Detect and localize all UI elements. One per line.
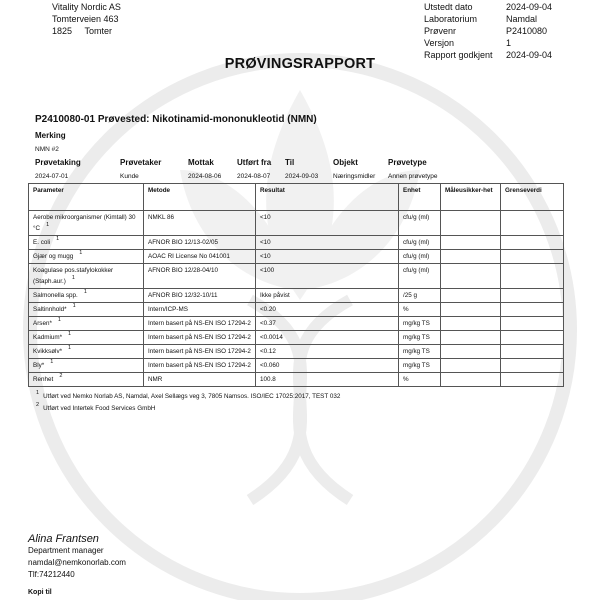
uncertainty-cell xyxy=(441,289,501,303)
meta-label: Versjon xyxy=(424,38,455,48)
unit-cell: mg/kg TS xyxy=(399,345,441,359)
uncertainty-cell xyxy=(441,345,501,359)
info-label: Utført fra xyxy=(237,158,272,167)
info-label: Mottak xyxy=(188,158,214,167)
column-header: Enhet xyxy=(399,184,441,211)
uncertainty-cell xyxy=(441,236,501,250)
uncertainty-cell xyxy=(441,373,501,387)
footnote-ref: 1 xyxy=(46,222,50,228)
unit-cell: /25 g xyxy=(399,289,441,303)
parameter-name: Gjær og mugg xyxy=(33,253,74,260)
parameter-name: Kvikksølv* xyxy=(33,348,63,355)
info-value: 2024-08-07 xyxy=(237,173,271,180)
limit-cell xyxy=(501,211,564,236)
footnote-ref: 2 xyxy=(59,373,63,379)
result-cell: <0.12 xyxy=(256,345,399,359)
footnote-mark: 1 xyxy=(36,390,40,396)
info-label: Objekt xyxy=(333,158,358,167)
footnote xyxy=(36,392,340,402)
table-row xyxy=(29,211,564,236)
column-header: Grenseverdi xyxy=(501,184,564,211)
page-title: PRØVINGSRAPPORT xyxy=(224,56,376,72)
table-row xyxy=(29,303,564,317)
meta-label: Rapport godkjent xyxy=(424,50,493,60)
footnote-ref: 1 xyxy=(57,317,61,323)
method-cell: AFNOR BIO 12/28-04/10 xyxy=(144,264,256,289)
footnote-ref: 1 xyxy=(56,236,60,242)
parameter-cell xyxy=(29,317,144,331)
signer-name: Alina Frantsen xyxy=(28,533,99,545)
results-table xyxy=(28,183,564,387)
unit-cell: % xyxy=(399,303,441,317)
table-row xyxy=(29,236,564,250)
limit-cell xyxy=(501,236,564,250)
method-cell: Intern basert på NS-EN ISO 17294-2 xyxy=(144,359,256,373)
table-row xyxy=(29,289,564,303)
footnote-text: Utført ved Intertek Food Services GmbH xyxy=(43,405,156,412)
unit-cell: cfu/g (ml) xyxy=(399,264,441,289)
customer-city-line xyxy=(52,25,121,37)
meta-row xyxy=(424,49,552,61)
parameter-cell xyxy=(29,250,144,264)
parameter-name: Koagulase pos.stafylokokker (Staph.aur.) xyxy=(33,267,114,285)
meta-value: 2024-09-04 xyxy=(506,2,553,12)
method-cell: AOAC RI License No 041001 xyxy=(144,250,256,264)
customer-name: Vitality Nordic AS xyxy=(52,2,121,12)
uncertainty-cell xyxy=(441,250,501,264)
meta-row xyxy=(424,25,552,37)
unit-cell: mg/kg TS xyxy=(399,317,441,331)
info-label: Prøvetaker xyxy=(120,158,162,167)
column-header: Måleusikker-het xyxy=(441,184,501,211)
customer-street: Tomterveien 463 xyxy=(52,14,119,24)
parameter-cell xyxy=(29,345,144,359)
result-cell: <10 xyxy=(256,211,399,236)
meta-value: Namdal xyxy=(506,14,538,24)
result-cell: <0.37 xyxy=(256,317,399,331)
method-cell: NMKL 86 xyxy=(144,211,256,236)
info-value: 2024-08-06 xyxy=(188,173,222,180)
table-row xyxy=(29,345,564,359)
meta-value: 2024-09-04 xyxy=(506,50,553,60)
limit-cell xyxy=(501,359,564,373)
result-cell: <100 xyxy=(256,264,399,289)
column-header: Parameter xyxy=(29,184,144,211)
info-value: 2024-07-01 xyxy=(35,173,69,180)
parameter-cell xyxy=(29,331,144,345)
parameter-name: Saltinnhold* xyxy=(33,306,67,313)
uncertainty-cell xyxy=(441,317,501,331)
info-label: Til xyxy=(285,158,295,167)
parameter-cell xyxy=(29,373,144,387)
table-row xyxy=(29,250,564,264)
sample-heading: P2410080-01 Prøvested: Nikotinamid-mononukleotid (NMN) xyxy=(35,114,317,125)
marking-label: Merking xyxy=(35,131,66,140)
info-label: Prøvetype xyxy=(388,158,427,167)
footnote-ref: 1 xyxy=(79,250,83,256)
limit-cell xyxy=(501,250,564,264)
parameter-cell xyxy=(29,211,144,236)
parameter-cell xyxy=(29,303,144,317)
parameter-name: Renhet xyxy=(33,376,54,383)
parameter-cell xyxy=(29,359,144,373)
limit-cell xyxy=(501,331,564,345)
table-row xyxy=(29,373,564,387)
unit-cell: cfu/g (ml) xyxy=(399,211,441,236)
parameter-cell xyxy=(29,236,144,250)
limit-cell xyxy=(501,345,564,359)
unit-cell: cfu/g (ml) xyxy=(399,250,441,264)
marking-value: NMN #2 xyxy=(35,146,59,153)
parameter-name: Arsen* xyxy=(33,320,52,327)
signer-role: Department manager xyxy=(28,546,104,555)
postcode: 1825 xyxy=(52,26,73,36)
result-cell: <0.20 xyxy=(256,303,399,317)
meta-label: Laboratorium xyxy=(424,14,478,24)
table-row xyxy=(29,264,564,289)
unit-cell: cfu/g (ml) xyxy=(399,236,441,250)
footnote-mark: 2 xyxy=(36,402,40,408)
signer-email[interactable]: namdal@nemkonorlab.com xyxy=(28,558,126,567)
parameter-name: E. coli xyxy=(33,239,51,246)
footnote-ref: 1 xyxy=(83,289,87,295)
report-meta xyxy=(424,1,552,61)
limit-cell xyxy=(501,303,564,317)
footnote xyxy=(36,404,155,414)
table-row xyxy=(29,359,564,373)
limit-cell xyxy=(501,373,564,387)
method-cell: Intern/ICP-MS xyxy=(144,303,256,317)
meta-label: Utstedt dato xyxy=(424,2,473,12)
footnote-ref: 1 xyxy=(71,275,75,281)
info-value: Næringsmidler xyxy=(333,173,376,180)
signer-phone: Tlf:74212440 xyxy=(28,570,75,579)
column-header: Metode xyxy=(144,184,256,211)
meta-label: Prøvenr xyxy=(424,26,457,36)
city: Tomter xyxy=(84,26,113,36)
limit-cell xyxy=(501,289,564,303)
footnote-ref: 1 xyxy=(68,345,72,351)
uncertainty-cell xyxy=(441,331,501,345)
limit-cell xyxy=(501,264,564,289)
customer-address xyxy=(52,1,121,37)
method-cell: AFNOR BIO 12/32-10/11 xyxy=(144,289,256,303)
footnote-text: Utført ved Nemko Norlab AS, Namdal, Axel Sellægs veg 3, 7805 Namsos. ISO/IEC 17025:2017, TEST 032 xyxy=(43,393,341,400)
footnote-ref: 1 xyxy=(68,331,72,337)
parameter-name: Salmonella spp. xyxy=(33,292,78,299)
parameter-cell xyxy=(29,264,144,289)
result-cell: <0.0014 xyxy=(256,331,399,345)
method-cell: Intern basert på NS-EN ISO 17294-2 xyxy=(144,317,256,331)
copy-to-label: Kopi til xyxy=(28,589,52,596)
parameter-name: Kadmium* xyxy=(33,334,63,341)
meta-row xyxy=(424,13,552,25)
table-row xyxy=(29,317,564,331)
column-header: Resultat xyxy=(256,184,399,211)
result-cell: Ikke påvist xyxy=(256,289,399,303)
signature-block xyxy=(28,533,126,581)
info-value: Annen prøvetype xyxy=(388,173,438,180)
result-cell: <10 xyxy=(256,236,399,250)
unit-cell: % xyxy=(399,373,441,387)
info-label: Prøvetaking xyxy=(35,158,81,167)
method-cell: Intern basert på NS-EN ISO 17294-2 xyxy=(144,345,256,359)
unit-cell: mg/kg TS xyxy=(399,359,441,373)
unit-cell: mg/kg TS xyxy=(399,331,441,345)
uncertainty-cell xyxy=(441,303,501,317)
uncertainty-cell xyxy=(441,264,501,289)
footnote-ref: 1 xyxy=(50,359,54,365)
method-cell: AFNOR BIO 12/13-02/05 xyxy=(144,236,256,250)
info-value: 2024-09-03 xyxy=(285,173,319,180)
table-row xyxy=(29,331,564,345)
footnote-ref: 1 xyxy=(72,303,76,309)
parameter-name: Aerobe mikroorganismer (Kimtall) 30 °C xyxy=(33,214,136,232)
meta-value: P2410080 xyxy=(506,26,548,36)
parameter-cell xyxy=(29,289,144,303)
result-cell: 100.8 xyxy=(256,373,399,387)
meta-value: 1 xyxy=(506,38,512,48)
uncertainty-cell xyxy=(441,359,501,373)
parameter-name: Bly* xyxy=(33,362,45,369)
limit-cell xyxy=(501,317,564,331)
info-value: Kunde xyxy=(120,173,139,180)
uncertainty-cell xyxy=(441,211,501,236)
result-cell: <0.060 xyxy=(256,359,399,373)
method-cell: NMR xyxy=(144,373,256,387)
meta-row xyxy=(424,1,552,13)
method-cell: Intern basert på NS-EN ISO 17294-2 xyxy=(144,331,256,345)
result-cell: <10 xyxy=(256,250,399,264)
meta-row xyxy=(424,37,552,49)
